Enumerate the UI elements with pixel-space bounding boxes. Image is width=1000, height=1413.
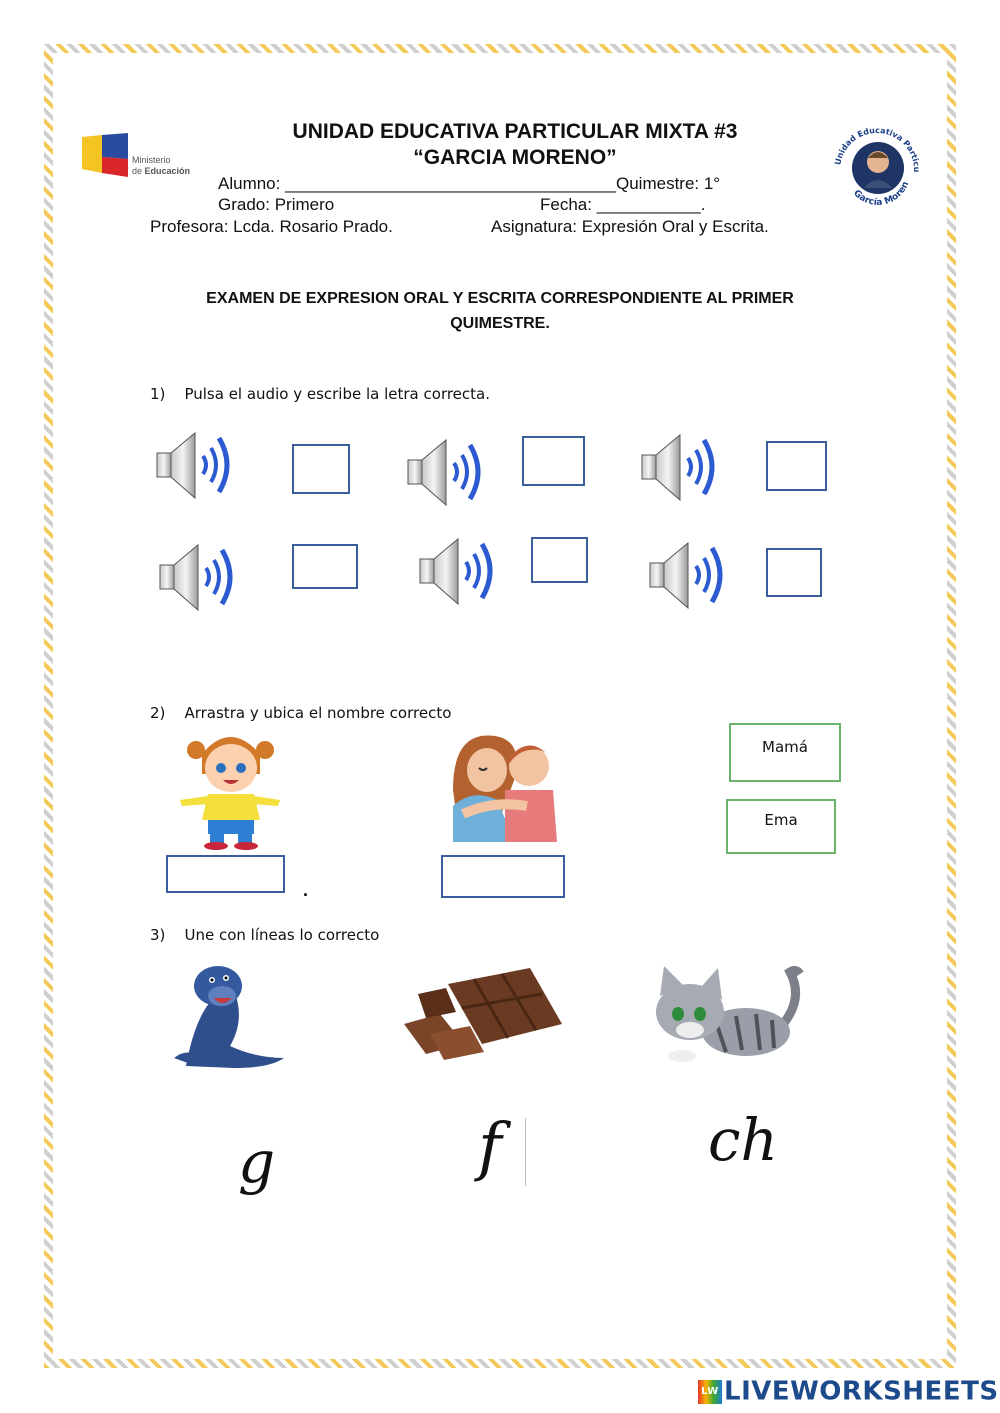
audio-speaker-icon[interactable] [648, 538, 738, 613]
audio-speaker-icon[interactable] [158, 540, 248, 615]
section2-prompt: 2) Arrastra y ubica el nombre correcto [150, 704, 452, 722]
school-name: UNIDAD EDUCATIVA PARTICULAR MIXTA #3 [292, 120, 738, 143]
section1-prompt: 1) Pulsa el audio y escribe la letra correcta. [150, 385, 490, 403]
audio-answer-box[interactable] [522, 436, 585, 486]
asignatura-label: Asignatura: Expresión Oral y Escrita. [491, 217, 769, 236]
seal-text-top: Unidad Educativa Particu [833, 125, 922, 173]
ministry-logo-line1: Ministerio [132, 155, 171, 165]
audio-answer-box[interactable] [531, 537, 588, 583]
ministry-logo-line2-bold: Educación [144, 166, 191, 176]
audio-speaker-icon[interactable] [406, 435, 496, 510]
name-card-mama[interactable]: Mamá [729, 723, 841, 782]
exam-title-line2: QUIMESTRE. [450, 315, 550, 332]
liveworksheets-logo[interactable] [698, 1376, 999, 1408]
name-drop-box-girl[interactable] [166, 855, 285, 893]
grado-label: Grado: Primero [218, 195, 335, 214]
liveworksheets-brand-text: LIVEWORKSHEETS [724, 1376, 999, 1407]
liveworksheets-badge-icon: LW [698, 1380, 722, 1404]
chocolate-image [400, 964, 566, 1060]
audio-speaker-icon[interactable] [640, 430, 730, 505]
cursive-letter-g[interactable]: g [238, 1128, 276, 1196]
name-drop-box-mother[interactable] [441, 855, 565, 898]
divider-line [525, 1118, 526, 1186]
profesora-label: Profesora: Lcda. Rosario Prado. [150, 217, 393, 236]
exam-title-line1: EXAMEN DE EXPRESION ORAL Y ESCRITA CORRESPONDIENTE AL PRIMER [206, 290, 794, 307]
audio-speaker-icon[interactable] [155, 428, 245, 503]
mother-hugging-child-image [443, 730, 563, 842]
girl-image [172, 724, 288, 850]
cursive-letter-f[interactable]: f [478, 1110, 502, 1184]
alumno-line: Alumno: ___________________________________Quimestre: 1° [218, 174, 721, 193]
ministry-logo-line2-prefix: de [132, 166, 145, 176]
audio-answer-box[interactable] [292, 544, 358, 589]
cursive-letters-ch[interactable]: ch [708, 1106, 778, 1174]
stray-dot: . [303, 880, 309, 900]
fecha-label: Fecha: ___________. [540, 195, 706, 214]
audio-answer-box[interactable] [292, 444, 350, 494]
cat-image [646, 962, 806, 1064]
audio-speaker-icon[interactable] [418, 534, 508, 609]
exam-title [100, 286, 900, 336]
school-subname: “GARCIA MORENO” [413, 146, 617, 169]
section3-prompt: 3) Une con líneas lo correcto [150, 926, 380, 944]
name-card-ema[interactable]: Ema [726, 799, 836, 854]
audio-answer-box[interactable] [766, 548, 822, 597]
audio-answer-box[interactable] [766, 441, 827, 491]
seal-text-bottom: García Moren [851, 180, 912, 208]
seal-animal-image [166, 962, 290, 1072]
